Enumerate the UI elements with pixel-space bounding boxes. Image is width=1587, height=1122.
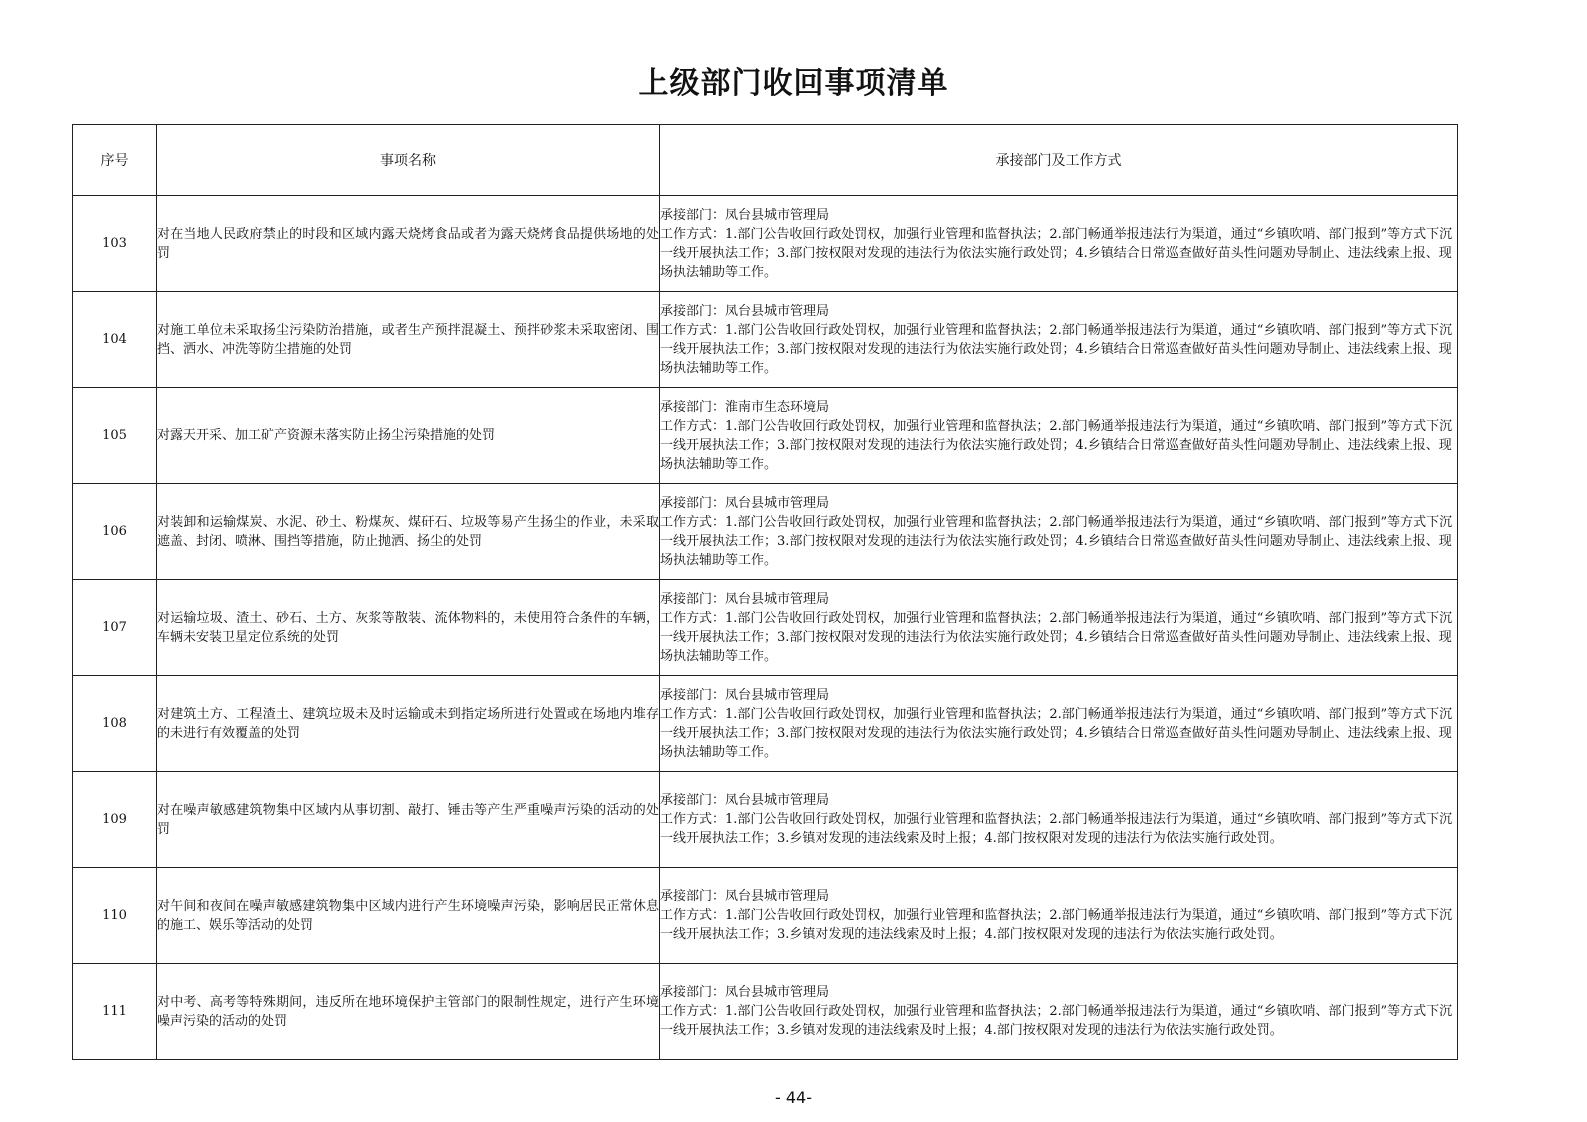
items-table — [72, 124, 1458, 1060]
item-method-cell — [660, 196, 1458, 292]
header-method: 承接部门及工作方式 — [660, 125, 1458, 196]
item-method-cell — [660, 772, 1458, 868]
item-name: 对在噪声敏感建筑物集中区域内从事切割、敲打、锤击等产生严重噪声污染的活动的处罚 — [157, 772, 660, 868]
item-name: 对装卸和运输煤炭、水泥、砂土、粉煤灰、煤矸石、垃圾等易产生扬尘的作业，未采取遮盖、封闭、喷淋、围挡等措施，防止抛洒、扬尘的处罚 — [157, 484, 660, 580]
row-number: 106 — [73, 484, 157, 580]
page-number: - 44- — [775, 1088, 812, 1107]
work-method: 工作方式：1.部门公告收回行政处罚权，加强行业管理和监督执法；2.部门畅通举报违法行为渠道，通过“乡镇吹哨、部门报到”等方式下沉一线开展执法工作；3.部门按权限对发现的违法行为依法实施行政处罚；4.乡镇结合日常巡查做好苗头性问题劝导制止、违法线索上报、现场执法辅助等工作。 — [660, 226, 1453, 280]
work-method: 工作方式：1.部门公告收回行政处罚权，加强行业管理和监督执法；2.部门畅通举报违法行为渠道，通过“乡镇吹哨、部门报到”等方式下沉一线开展执法工作；3.乡镇对发现的违法线索及时上报；4.部门按权限对发现的违法行为依法实施行政处罚。 — [660, 812, 1453, 846]
undertaking-department: 承接部门：淮南市生态环境局 — [660, 399, 830, 415]
item-method-cell — [660, 484, 1458, 580]
item-method-cell — [660, 580, 1458, 676]
undertaking-department: 承接部门：凤台县城市管理局 — [660, 303, 830, 319]
item-method-cell — [660, 388, 1458, 484]
table-row — [73, 196, 1458, 292]
work-method: 工作方式：1.部门公告收回行政处罚权，加强行业管理和监督执法；2.部门畅通举报违法行为渠道，通过“乡镇吹哨、部门报到”等方式下沉一线开展执法工作；3.乡镇对发现的违法线索及时上报；4.部门按权限对发现的违法行为依法实施行政处罚。 — [660, 1004, 1453, 1038]
row-number: 105 — [73, 388, 157, 484]
row-number: 111 — [73, 964, 157, 1060]
item-method-cell — [660, 868, 1458, 964]
table-row — [73, 292, 1458, 388]
table-row — [73, 772, 1458, 868]
work-method: 工作方式：1.部门公告收回行政处罚权，加强行业管理和监督执法；2.部门畅通举报违法行为渠道，通过“乡镇吹哨、部门报到”等方式下沉一线开展执法工作；3.部门按权限对发现的违法行为依法实施行政处罚；4.乡镇结合日常巡查做好苗头性问题劝导制止、违法线索上报、现场执法辅助等工作。 — [660, 418, 1453, 472]
item-name: 对施工单位未采取扬尘污染防治措施，或者生产预拌混凝土、预拌砂浆未采取密闭、围挡、洒水、冲洗等防尘措施的处罚 — [157, 292, 660, 388]
row-number: 107 — [73, 580, 157, 676]
row-number: 103 — [73, 196, 157, 292]
table-row — [73, 676, 1458, 772]
table-row — [73, 580, 1458, 676]
undertaking-department: 承接部门：凤台县城市管理局 — [660, 687, 830, 703]
work-method: 工作方式：1.部门公告收回行政处罚权，加强行业管理和监督执法；2.部门畅通举报违法行为渠道，通过“乡镇吹哨、部门报到”等方式下沉一线开展执法工作；3.部门按权限对发现的违法行为依法实施行政处罚；4.乡镇结合日常巡查做好苗头性问题劝导制止、违法线索上报、现场执法辅助等工作。 — [660, 322, 1453, 376]
item-name: 对建筑土方、工程渣土、建筑垃圾未及时运输或未到指定场所进行处置或在场地内堆存的未进行有效覆盖的处罚 — [157, 676, 660, 772]
item-name: 对在当地人民政府禁止的时段和区域内露天烧烤食品或者为露天烧烤食品提供场地的处罚 — [157, 196, 660, 292]
item-name: 对中考、高考等特殊期间，违反所在地环境保护主管部门的限制性规定，进行产生环境噪声污染的活动的处罚 — [157, 964, 660, 1060]
item-name: 对露天开采、加工矿产资源未落实防止扬尘污染措施的处罚 — [157, 388, 660, 484]
undertaking-department: 承接部门：凤台县城市管理局 — [660, 985, 830, 1000]
table-row — [73, 484, 1458, 580]
work-method: 工作方式：1.部门公告收回行政处罚权，加强行业管理和监督执法；2.部门畅通举报违法行为渠道，通过“乡镇吹哨、部门报到”等方式下沉一线开展执法工作；3.部门按权限对发现的违法行为依法实施行政处罚；4.乡镇结合日常巡查做好苗头性问题劝导制止、违法线索上报、现场执法辅助等工作。 — [660, 706, 1453, 760]
page-title: 上级部门收回事项清单 — [638, 66, 949, 101]
table-header-row — [73, 125, 1458, 196]
item-name: 对运输垃圾、渣土、砂石、土方、灰浆等散装、流体物料的，未使用符合条件的车辆，车辆未安装卫星定位系统的处罚 — [157, 580, 660, 676]
item-method-cell — [660, 676, 1458, 772]
undertaking-department: 承接部门：凤台县城市管理局 — [660, 591, 830, 607]
table-row — [73, 964, 1458, 1060]
work-method: 工作方式：1.部门公告收回行政处罚权，加强行业管理和监督执法；2.部门畅通举报违法行为渠道，通过“乡镇吹哨、部门报到”等方式下沉一线开展执法工作；3.部门按权限对发现的违法行为依法实施行政处罚；4.乡镇结合日常巡查做好苗头性问题劝导制止、违法线索上报、现场执法辅助等工作。 — [660, 514, 1453, 568]
item-name: 对午间和夜间在噪声敏感建筑物集中区域内进行产生环境噪声污染，影响居民正常休息的施工、娱乐等活动的处罚 — [157, 868, 660, 964]
undertaking-department: 承接部门：凤台县城市管理局 — [660, 207, 830, 223]
row-number: 109 — [73, 772, 157, 868]
undertaking-department: 承接部门：凤台县城市管理局 — [660, 889, 830, 904]
table-row — [73, 388, 1458, 484]
work-method: 工作方式：1.部门公告收回行政处罚权，加强行业管理和监督执法；2.部门畅通举报违法行为渠道，通过“乡镇吹哨、部门报到”等方式下沉一线开展执法工作；3.乡镇对发现的违法线索及时上报；4.部门按权限对发现的违法行为依法实施行政处罚。 — [660, 908, 1453, 942]
row-number: 110 — [73, 868, 157, 964]
item-method-cell — [660, 964, 1458, 1060]
header-name: 事项名称 — [157, 125, 660, 196]
undertaking-department: 承接部门：凤台县城市管理局 — [660, 495, 830, 511]
row-number: 108 — [73, 676, 157, 772]
header-no: 序号 — [73, 125, 157, 196]
item-method-cell — [660, 292, 1458, 388]
table-row — [73, 868, 1458, 964]
undertaking-department: 承接部门：凤台县城市管理局 — [660, 793, 830, 808]
work-method: 工作方式：1.部门公告收回行政处罚权，加强行业管理和监督执法；2.部门畅通举报违法行为渠道，通过“乡镇吹哨、部门报到”等方式下沉一线开展执法工作；3.部门按权限对发现的违法行为依法实施行政处罚；4.乡镇结合日常巡查做好苗头性问题劝导制止、违法线索上报、现场执法辅助等工作。 — [660, 610, 1453, 664]
row-number: 104 — [73, 292, 157, 388]
